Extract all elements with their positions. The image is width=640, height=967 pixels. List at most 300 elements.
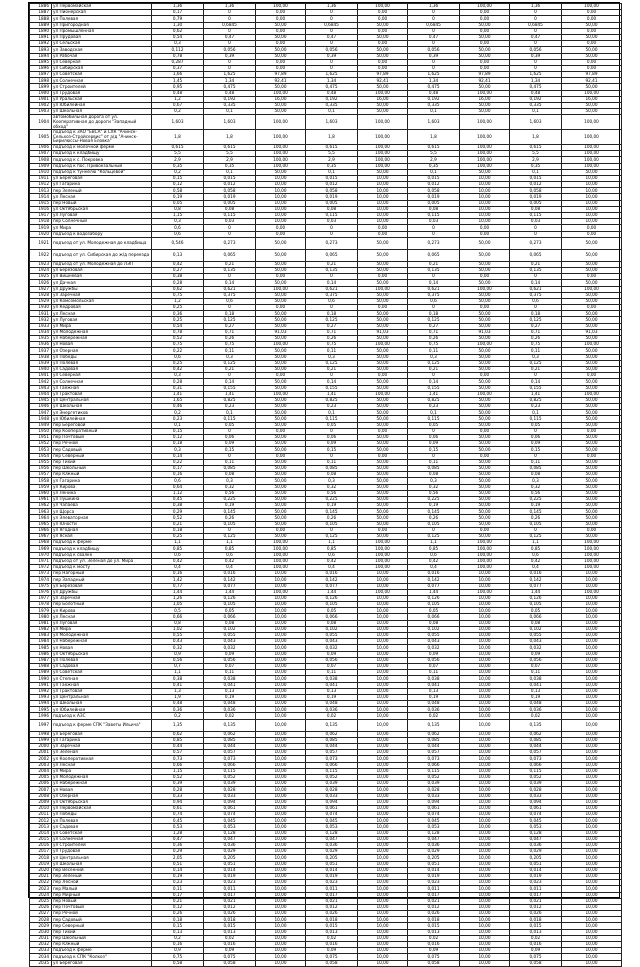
value-cell: 0,058 [306, 188, 358, 194]
road-name-cell: ул Мира [52, 225, 152, 231]
value-cell: 0,073 [510, 756, 562, 762]
road-name-cell: ул Уральская [52, 96, 152, 102]
value-cell: 0,066 [408, 762, 460, 768]
row-id-cell: 1989 [30, 670, 52, 676]
length-cell: 0,05 [152, 200, 204, 206]
value-cell: 0,39 [408, 53, 460, 59]
percent-cell: 10,00 [460, 200, 510, 206]
value-cell: 0,3 [510, 354, 562, 360]
percent-cell: 10,00 [256, 768, 306, 774]
percent-cell: 10,00 [562, 849, 622, 855]
percent-cell: 10,00 [562, 880, 622, 886]
value-cell: 0,058 [510, 188, 562, 194]
value-cell: 0,85 [204, 546, 256, 552]
value-cell: 0,85 [408, 546, 460, 552]
percent-cell: 10,00 [256, 824, 306, 830]
length-cell: 0,3 [152, 219, 204, 225]
percent-cell: 50,00 [358, 515, 408, 521]
value-cell: 0,028 [306, 787, 358, 793]
percent-cell: 50,00 [562, 298, 622, 304]
value-cell: 0,102 [204, 626, 256, 632]
percent-cell: 50,00 [358, 323, 408, 329]
percent-cell: 50,00 [460, 441, 510, 447]
row-id-cell: 1914 [30, 194, 52, 200]
percent-cell: 50,00 [460, 169, 510, 175]
road-name-cell: ул Новая [52, 342, 152, 348]
road-name-cell: ул Набережная [52, 639, 152, 645]
value-cell: 0,048 [306, 701, 358, 707]
value-cell: 0,014 [306, 867, 358, 873]
value-cell: 0,015 [510, 175, 562, 181]
value-cell: 0 [204, 453, 256, 459]
percent-cell: 0,00 [358, 231, 408, 237]
value-cell: 0,102 [306, 626, 358, 632]
percent-cell: 100,00 [562, 546, 622, 552]
percent-cell: 50,00 [256, 447, 306, 453]
value-cell: 0,03 [306, 219, 358, 225]
percent-cell: 50,00 [256, 336, 306, 342]
percent-cell: 50,00 [562, 472, 622, 478]
row-id-cell: 1890 [30, 28, 52, 34]
value-cell: 0 [306, 274, 358, 280]
value-cell: 0,128 [204, 830, 256, 836]
value-cell: 1,625 [306, 72, 358, 78]
value-cell: 0,09 [204, 441, 256, 447]
row-id-cell: 1965 [30, 521, 52, 527]
value-cell: 0,115 [306, 213, 358, 219]
road-name-cell: пер Мирный [52, 892, 152, 898]
value-cell: 0,14 [408, 280, 460, 286]
road-name-cell: подъезд от ул. Зеленая до ул. Мира [52, 558, 152, 564]
length-cell: 0,55 [152, 633, 204, 639]
value-cell: 0 [204, 231, 256, 237]
percent-cell: 100,00 [562, 115, 622, 130]
row-id-cell: 1942 [30, 379, 52, 385]
value-cell: 0,825 [204, 397, 256, 403]
value-cell: 0,155 [510, 385, 562, 391]
value-cell: 0,19 [510, 694, 562, 700]
value-cell: 0,05 [408, 422, 460, 428]
row-id-cell: 1984 [30, 639, 52, 645]
value-cell: 0,02 [408, 713, 460, 719]
percent-cell: 50,00 [460, 280, 510, 286]
percent-cell: 91,03 [358, 329, 408, 335]
percent-cell: 0,00 [358, 59, 408, 65]
value-cell: 0,026 [408, 911, 460, 917]
table-row [30, 237, 622, 249]
percent-cell: 10,00 [562, 682, 622, 688]
value-cell: 0,14 [204, 280, 256, 286]
percent-cell: 10,00 [358, 793, 408, 799]
value-cell: 0,47 [408, 34, 460, 40]
value-cell: 0 [204, 274, 256, 280]
value-cell: 1,8 [510, 130, 562, 145]
percent-cell: 100,00 [358, 157, 408, 163]
value-cell: 0,085 [204, 737, 256, 743]
road-name-cell: ул Дружбы [52, 589, 152, 595]
value-cell: 0,3 [408, 354, 460, 360]
value-cell: 0,039 [306, 781, 358, 787]
road-name-cell: подъезд к с. Покровка [52, 157, 152, 163]
percent-cell: 50,00 [562, 84, 622, 90]
value-cell: 0 [306, 16, 358, 22]
length-cell: 0,54 [152, 323, 204, 329]
value-cell: 0 [306, 428, 358, 434]
percent-cell: 50,00 [460, 478, 510, 484]
row-id-cell: 1935 [30, 336, 52, 342]
value-cell: 0,14 [510, 280, 562, 286]
value-cell: 1,1 [510, 540, 562, 546]
row-id-cell: 1896 [30, 65, 52, 71]
percent-cell: 0,00 [256, 28, 306, 34]
percent-cell: 10,00 [358, 929, 408, 935]
value-cell: 1,1 [408, 540, 460, 546]
row-id-cell: 1975 [30, 583, 52, 589]
row-id-cell: 2001 [30, 750, 52, 756]
length-cell: 0,48 [152, 90, 204, 96]
value-cell: 0,11 [510, 670, 562, 676]
value-cell: 0,062 [204, 731, 256, 737]
value-cell: 0 [306, 527, 358, 533]
value-cell: 0,4 [408, 564, 460, 570]
value-cell: 0,065 [204, 249, 256, 261]
length-cell: 0,31 [152, 385, 204, 391]
percent-cell: 50,00 [460, 509, 510, 515]
value-cell: 0,125 [408, 534, 460, 540]
value-cell: 0,14 [408, 379, 460, 385]
percent-cell: 0,00 [460, 453, 510, 459]
percent-cell: 100,00 [562, 558, 622, 564]
length-cell: 0,19 [152, 194, 204, 200]
percent-cell: 100,00 [562, 4, 622, 10]
value-cell: 0,273 [408, 237, 460, 249]
percent-cell: 0,00 [562, 28, 622, 34]
value-cell: 0,11 [510, 348, 562, 354]
road-name-cell: ул Садовая [52, 824, 152, 830]
value-cell: 0,09 [204, 651, 256, 657]
percent-cell: 50,00 [358, 509, 408, 515]
row-id-cell: 2009 [30, 799, 52, 805]
percent-cell: 100,00 [358, 540, 408, 546]
road-name-cell: ул Луговая [52, 620, 152, 626]
road-name-cell: пер Южный [52, 942, 152, 948]
percent-cell: 10,00 [460, 175, 510, 181]
road-name-cell: ул Энергетиков [52, 410, 152, 416]
value-cell: 0,038 [408, 676, 460, 682]
value-cell: 0,125 [306, 360, 358, 366]
percent-cell: 100,00 [358, 558, 408, 564]
value-cell: 0,052 [204, 774, 256, 780]
value-cell: 0,6 [306, 298, 358, 304]
value-cell: 0,023 [408, 880, 460, 886]
percent-cell: 50,00 [256, 280, 306, 286]
value-cell: 0,11 [408, 348, 460, 354]
percent-cell: 0,00 [460, 527, 510, 533]
percent-cell: 50,00 [256, 515, 306, 521]
road-name-cell: ул Солнечная [52, 78, 152, 84]
road-name-cell: ул Щорса [52, 509, 152, 515]
percent-cell: 10,00 [460, 737, 510, 743]
percent-cell: 50,00 [256, 237, 306, 249]
value-cell: 0,041 [204, 682, 256, 688]
road-name-cell: ул Кирова [52, 608, 152, 614]
row-id-cell: 1943 [30, 385, 52, 391]
length-cell: 0,18 [152, 441, 204, 447]
value-cell: 0,225 [204, 496, 256, 502]
percent-cell: 10,00 [256, 577, 306, 583]
value-cell: 0,32 [204, 484, 256, 490]
percent-cell: 100,00 [562, 564, 622, 570]
percent-cell: 100,00 [358, 589, 408, 595]
value-cell: 0,016 [408, 942, 460, 948]
value-cell: 0,012 [204, 904, 256, 910]
value-cell: 0,19 [408, 694, 460, 700]
table-row [30, 115, 622, 130]
percent-cell: 10,00 [562, 793, 622, 799]
length-cell: 0,7 [152, 663, 204, 669]
length-cell: 1,2 [152, 96, 204, 102]
percent-cell: 100,00 [358, 115, 408, 130]
value-cell: 0,19 [204, 503, 256, 509]
value-cell: 0,033 [306, 793, 358, 799]
road-name-cell: пер Зеленый [52, 188, 152, 194]
road-name-cell: пер Лесной [52, 880, 152, 886]
table-body [30, 4, 622, 967]
length-cell: 5,5 [152, 151, 204, 157]
percent-cell: 10,00 [460, 213, 510, 219]
value-cell: 0,043 [306, 639, 358, 645]
value-cell: 0,615 [510, 144, 562, 150]
road-name-cell: ул Полевая [52, 818, 152, 824]
percent-cell: 100,00 [256, 342, 306, 348]
percent-cell: 10,00 [256, 670, 306, 676]
value-cell: 0,115 [306, 416, 358, 422]
percent-cell: 50,00 [358, 534, 408, 540]
road-name-cell: пер Болотный [52, 602, 152, 608]
percent-cell: 10,00 [256, 812, 306, 818]
value-cell: 0 [510, 41, 562, 47]
length-cell: 0,28 [152, 280, 204, 286]
road-name-cell: ул Школьная [52, 404, 152, 410]
value-cell: 0,621 [408, 286, 460, 292]
row-id-cell: 1940 [30, 366, 52, 372]
percent-cell: 50,00 [460, 323, 510, 329]
percent-cell: 10,00 [358, 768, 408, 774]
row-id-cell: 1908 [30, 157, 52, 163]
value-cell: 0,017 [204, 892, 256, 898]
length-cell: 1,66 [152, 72, 204, 78]
value-cell: 0,48 [204, 90, 256, 96]
percent-cell: 10,00 [460, 750, 510, 756]
length-cell: 1,44 [152, 589, 204, 595]
row-id-cell: 2000 [30, 744, 52, 750]
percent-cell: 91,03 [460, 329, 510, 335]
percent-cell: 50,00 [256, 379, 306, 385]
percent-cell: 10,00 [562, 194, 622, 200]
percent-cell: 50,00 [358, 521, 408, 527]
value-cell: 0,115 [408, 768, 460, 774]
table-row [30, 130, 622, 145]
percent-cell: 10,00 [256, 781, 306, 787]
percent-cell: 50,00 [256, 478, 306, 484]
value-cell: 0,6 [510, 552, 562, 558]
length-cell: 0,58 [152, 188, 204, 194]
length-cell: 0,3 [152, 373, 204, 379]
percent-cell: 10,00 [562, 762, 622, 768]
value-cell: 0 [306, 225, 358, 231]
value-cell: 0,056 [306, 657, 358, 663]
percent-cell: 50,00 [358, 496, 408, 502]
percent-cell: 10,00 [358, 873, 408, 879]
value-cell: 0,012 [204, 182, 256, 188]
value-cell: 0,056 [204, 47, 256, 53]
value-cell: 0,115 [408, 213, 460, 219]
value-cell: 0,09 [408, 441, 460, 447]
percent-cell: 10,00 [562, 614, 622, 620]
value-cell: 0,02 [408, 935, 460, 941]
percent-cell: 50,00 [358, 459, 408, 465]
value-cell: 0,475 [408, 84, 460, 90]
percent-cell: 50,00 [460, 317, 510, 323]
percent-cell: 50,00 [460, 484, 510, 490]
percent-cell: 50,00 [460, 249, 510, 261]
value-cell: 0,085 [408, 737, 460, 743]
value-cell: 0,032 [204, 645, 256, 651]
road-name-cell: ул Комсомольская [52, 298, 152, 304]
value-cell: 0,017 [510, 892, 562, 898]
percent-cell: 10,00 [460, 744, 510, 750]
row-id-cell: 2028 [30, 917, 52, 923]
length-cell: 0,13 [152, 249, 204, 261]
row-id-cell: 1894 [30, 53, 52, 59]
value-cell: 0,1 [204, 169, 256, 175]
value-cell: 0,105 [204, 521, 256, 527]
percent-cell: 10,00 [460, 824, 510, 830]
percent-cell: 50,00 [256, 109, 306, 115]
road-name-cell: ул Победы [52, 812, 152, 818]
value-cell: 0,075 [510, 954, 562, 960]
percent-cell: 10,00 [256, 750, 306, 756]
road-name-cell: ул Победы [52, 354, 152, 360]
value-cell: 0,71 [408, 329, 460, 335]
value-cell: 0,335 [306, 103, 358, 109]
road-name-cell: ул Молодежная [52, 633, 152, 639]
percent-cell: 10,00 [460, 774, 510, 780]
percent-cell: 10,00 [460, 793, 510, 799]
value-cell: 0,094 [510, 799, 562, 805]
value-cell: 0,036 [408, 843, 460, 849]
percent-cell: 10,00 [358, 787, 408, 793]
percent-cell: 10,00 [358, 213, 408, 219]
percent-cell: 50,00 [460, 267, 510, 273]
road-name-cell: пер Северный [52, 453, 152, 459]
percent-cell: 10,00 [562, 768, 622, 774]
percent-cell: 10,00 [562, 713, 622, 719]
value-cell: 0,013 [204, 929, 256, 935]
percent-cell: 50,00 [358, 503, 408, 509]
percent-cell: 16,00 [460, 96, 510, 102]
percent-cell: 10,00 [358, 182, 408, 188]
row-id-cell: 1967 [30, 534, 52, 540]
percent-cell: 0,00 [256, 225, 306, 231]
value-cell: 0 [510, 453, 562, 459]
percent-cell: 10,00 [358, 707, 408, 713]
percent-cell: 0,00 [256, 305, 306, 311]
percent-cell: 97,89 [460, 72, 510, 78]
length-cell: 0,6 [152, 354, 204, 360]
value-cell: 0,066 [408, 614, 460, 620]
length-cell: 0,52 [152, 774, 204, 780]
percent-cell: 50,00 [358, 336, 408, 342]
percent-cell: 10,00 [562, 583, 622, 589]
percent-cell: 10,00 [256, 633, 306, 639]
percent-cell: 10,00 [256, 737, 306, 743]
percent-cell: 50,00 [562, 280, 622, 286]
percent-cell: 10,00 [460, 904, 510, 910]
percent-cell: 0,00 [358, 65, 408, 71]
percent-cell: 10,00 [358, 614, 408, 620]
row-id-cell: 1957 [30, 472, 52, 478]
table-row [30, 719, 622, 731]
percent-cell: 50,00 [460, 534, 510, 540]
percent-cell: 10,00 [562, 200, 622, 206]
percent-cell: 10,00 [562, 929, 622, 935]
length-cell: 0,78 [152, 53, 204, 59]
road-name-cell: подъезд к мосту [52, 564, 152, 570]
percent-cell: 50,00 [358, 267, 408, 273]
value-cell: 0,273 [510, 237, 562, 249]
percent-cell: 50,00 [460, 422, 510, 428]
percent-cell: 50,00 [358, 317, 408, 323]
value-cell: 0,135 [408, 267, 460, 273]
value-cell: 0,026 [204, 911, 256, 917]
length-cell: 0,94 [152, 799, 204, 805]
percent-cell: 50,00 [256, 47, 306, 53]
value-cell: 0,036 [510, 707, 562, 713]
road-name-cell: ул Заводская [52, 47, 152, 53]
value-cell: 0,56 [204, 490, 256, 496]
value-cell: 0,038 [306, 676, 358, 682]
value-cell: 0,09 [306, 948, 358, 954]
road-name-cell: ул Советская [52, 72, 152, 78]
road-name-cell: ул Лесная [52, 762, 152, 768]
value-cell: 0,13 [510, 688, 562, 694]
percent-cell: 50,00 [562, 47, 622, 53]
percent-cell: 50,00 [562, 292, 622, 298]
percent-cell: 100,00 [256, 163, 306, 169]
percent-cell: 50,00 [562, 534, 622, 540]
row-id-cell: 1991 [30, 682, 52, 688]
road-name-cell: подъезд от ул. Молодежная до ЛЭП [52, 261, 152, 267]
percent-cell: 0,00 [256, 373, 306, 379]
value-cell: 0,621 [510, 286, 562, 292]
percent-cell: 50,00 [358, 249, 408, 261]
road-name-cell: ул Мира [52, 323, 152, 329]
road-name-cell: подъезд к ферме СПК "Заветы Ильича" [52, 719, 152, 731]
value-cell: 0,062 [306, 731, 358, 737]
value-cell: 0,028 [510, 787, 562, 793]
value-cell: 0,055 [204, 633, 256, 639]
value-cell: 0,23 [306, 404, 358, 410]
value-cell: 0,03 [510, 219, 562, 225]
road-name-cell: ул Заречная [52, 292, 152, 298]
percent-cell: 100,00 [256, 157, 306, 163]
value-cell: 1,603 [510, 115, 562, 130]
value-cell: 0 [204, 428, 256, 434]
percent-cell: 10,00 [358, 731, 408, 737]
row-id-cell: 1912 [30, 182, 52, 188]
percent-cell: 10,00 [256, 923, 306, 929]
